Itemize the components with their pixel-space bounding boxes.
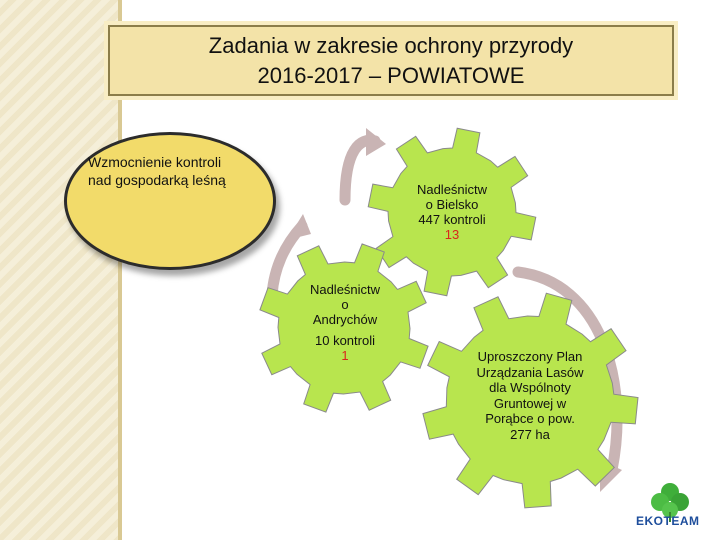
gear-andrychow-line-1: Nadleśnictw xyxy=(309,282,381,297)
gear-andrychow-line-3: Andrychów xyxy=(312,312,378,327)
gear-andrychow-line-2: o xyxy=(341,297,349,312)
topic-oval-text xyxy=(88,153,278,189)
gear-plan-line-5: Porąbce o pow. xyxy=(485,411,575,426)
gear-bielsko-line-1: Nadleśnictw xyxy=(416,182,488,197)
gear-bielsko-line-2: o Bielsko xyxy=(425,197,479,212)
gear-plan-line-1: Uproszczony Plan xyxy=(477,349,583,364)
gear-plan-line-4: Gruntowej w xyxy=(493,395,567,411)
topic-line-1: Wzmocnienie kontroli xyxy=(88,154,222,170)
gear-andrychow-count: 1 xyxy=(341,348,349,363)
title-line-1: Zadania w zakresie ochrony przyrody xyxy=(208,32,574,58)
arrow-top-head xyxy=(366,128,386,156)
gear-bielsko-count: 13 xyxy=(444,227,460,242)
topic-line-2: nad gospodarką leśną xyxy=(88,172,226,188)
logo-wordmark-text: EKOTEAM xyxy=(636,514,700,528)
title-line-2: 2016-2017 – POWIATOWE xyxy=(257,62,525,88)
gear-plan-line-3: dla Wspólnoty xyxy=(489,380,571,395)
gear-bielsko-text xyxy=(396,182,508,242)
arrow-left-head xyxy=(287,214,311,240)
logo-wordmark xyxy=(636,514,700,528)
gear-andrychow-line-4: 10 kontroli xyxy=(315,333,375,348)
gear-plan-line-6: 277 ha xyxy=(510,426,550,442)
gear-plan-line-2: Urządzania Lasów xyxy=(476,364,584,380)
ekoteam-logo xyxy=(632,478,716,538)
gear-plan-text xyxy=(450,349,610,442)
gear-andrychow-text xyxy=(290,282,400,363)
gear-bielsko-line-3: 447 kontroli xyxy=(418,212,486,227)
